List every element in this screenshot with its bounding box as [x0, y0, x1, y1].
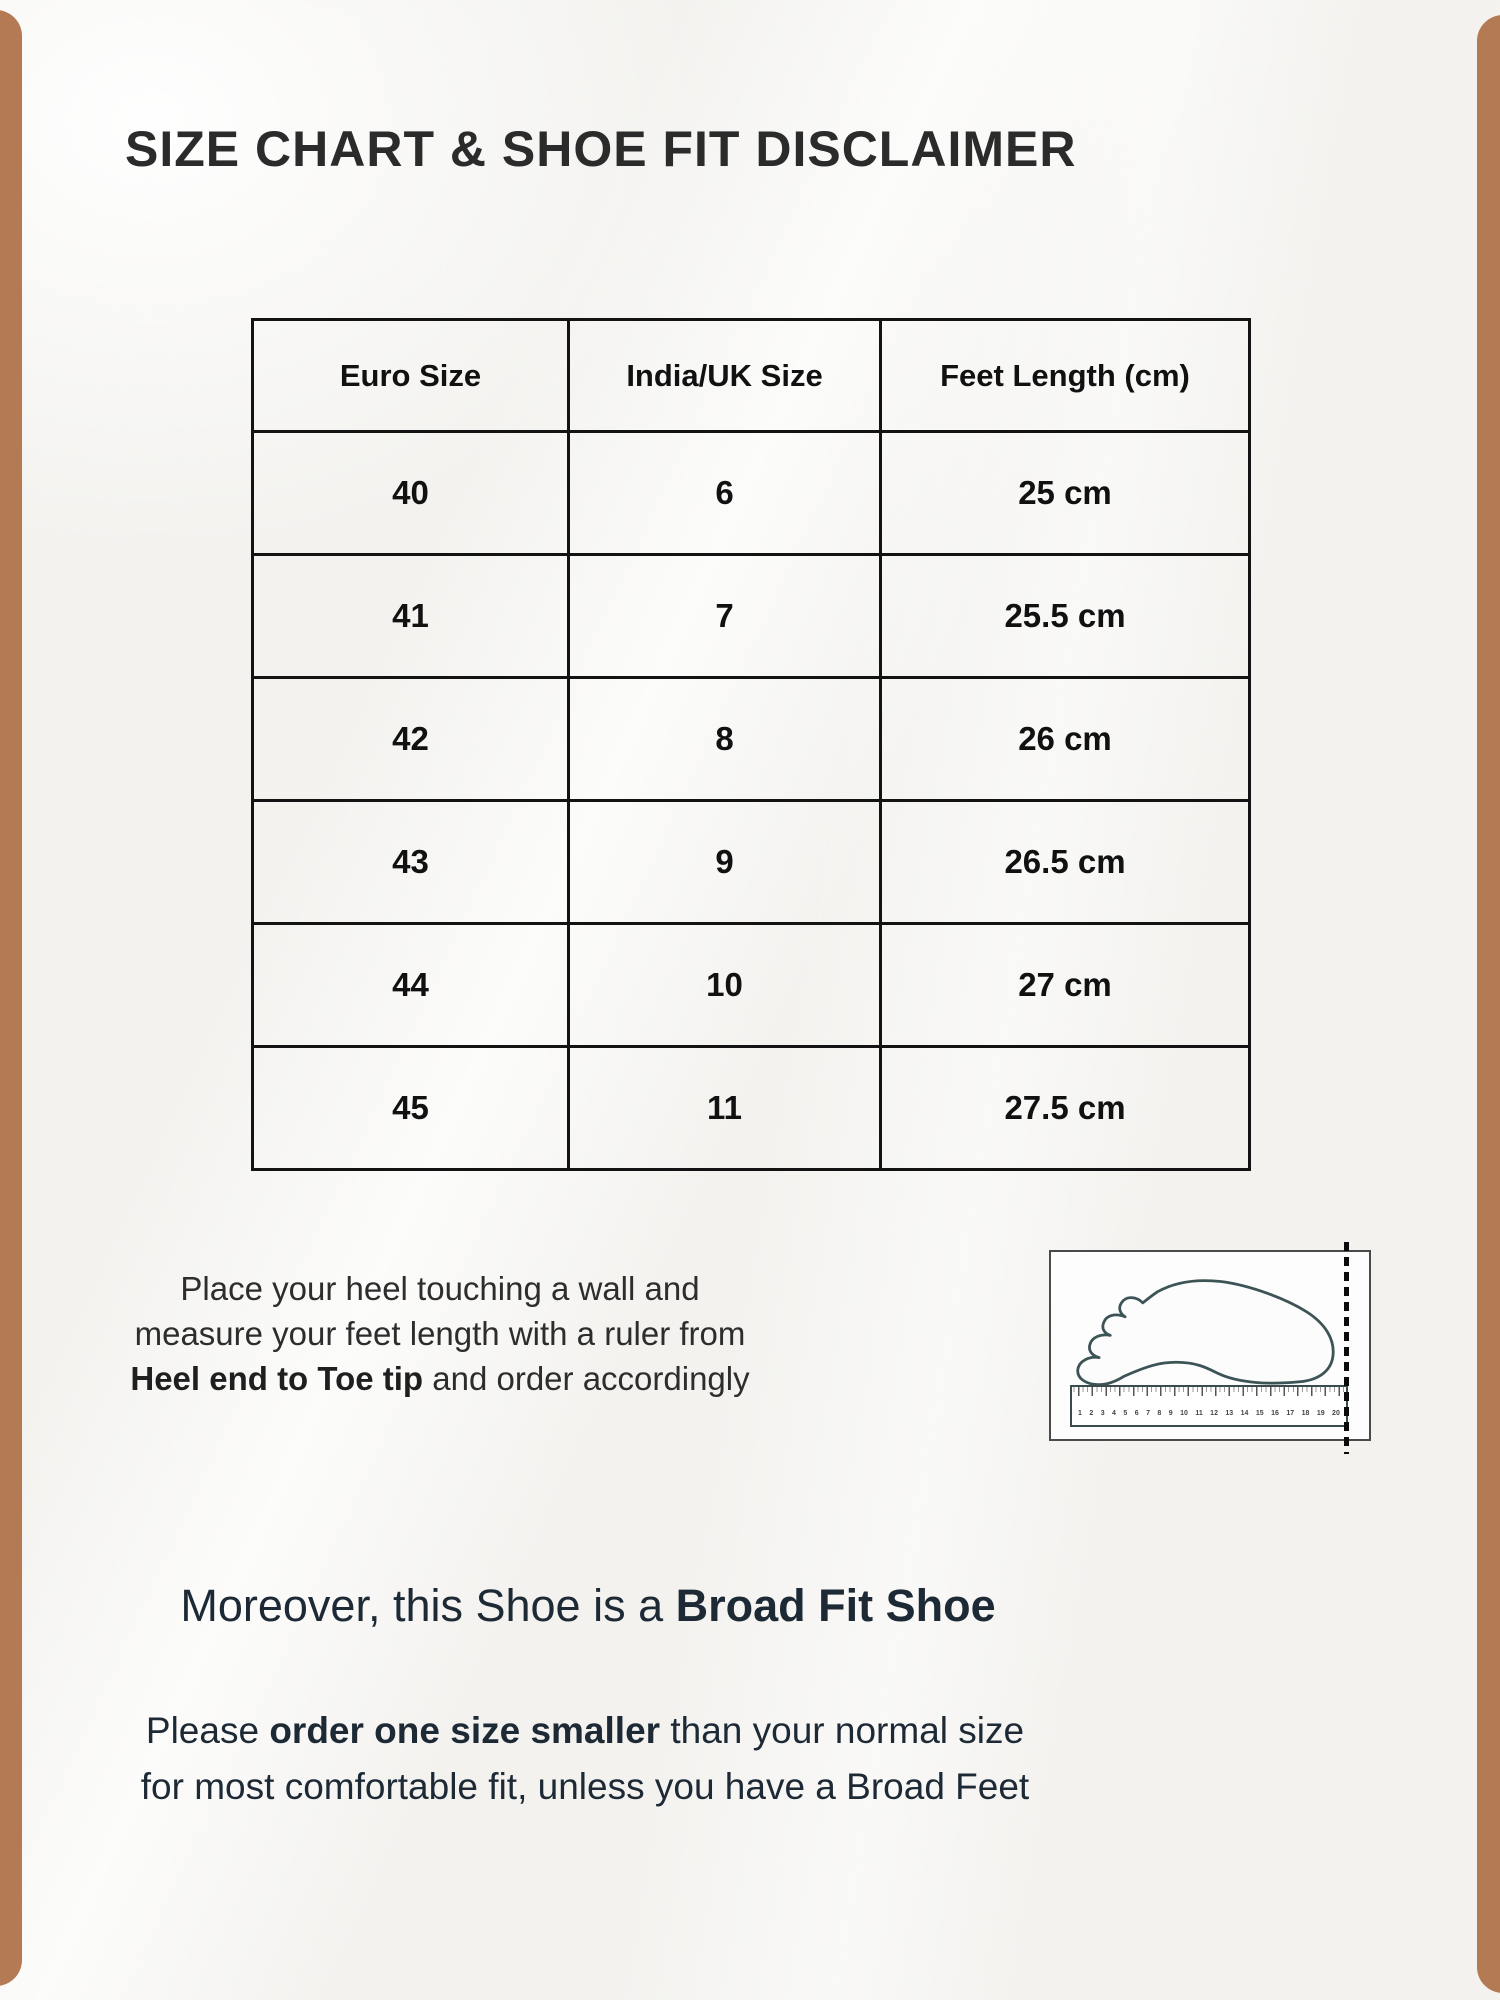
cell-feet-length: 27 cm: [881, 924, 1250, 1047]
table-row: [253, 555, 1250, 678]
heel-measure-dashed-line: [1344, 1242, 1349, 1454]
column-header-feet-length: Feet Length (cm): [881, 320, 1250, 432]
table-row: [253, 432, 1250, 555]
cell-euro-size: 40: [253, 432, 569, 555]
cell-india-uk-size: 7: [569, 555, 881, 678]
foot-measurement-diagram: [1049, 1250, 1371, 1441]
order-size-note: [0, 1703, 1170, 1815]
cell-feet-length: 25.5 cm: [881, 555, 1250, 678]
order-note-prefix: Please: [145, 1710, 270, 1751]
cell-feet-length: 25 cm: [881, 432, 1250, 555]
broad-fit-note: [0, 1580, 1176, 1632]
cell-feet-length: 26 cm: [881, 678, 1250, 801]
cell-euro-size: 44: [253, 924, 569, 1047]
table-row: [253, 924, 1250, 1047]
cell-euro-size: 42: [253, 678, 569, 801]
cell-feet-length: 26.5 cm: [881, 801, 1250, 924]
right-border-strip: [1477, 15, 1500, 1993]
cell-euro-size: 41: [253, 555, 569, 678]
table-row: [253, 801, 1250, 924]
order-note-line2: for most comfortable fit, unless you have a Broad Feet: [140, 1766, 1030, 1807]
cell-euro-size: 45: [253, 1047, 569, 1170]
page-title: SIZE CHART & SHOE FIT DISCLAIMER: [125, 121, 1077, 177]
cell-india-uk-size: 11: [569, 1047, 881, 1170]
cell-euro-size: 43: [253, 801, 569, 924]
foot-outline-icon: [1055, 1262, 1355, 1392]
measure-instructions: [100, 1266, 780, 1401]
measure-instructions-line1: Place your heel touching a wall and: [180, 1270, 700, 1307]
order-note-bold: order one size smaller: [269, 1710, 661, 1751]
cell-india-uk-size: 8: [569, 678, 881, 801]
table-row: [253, 1047, 1250, 1170]
cell-india-uk-size: 10: [569, 924, 881, 1047]
left-border-strip: [0, 10, 22, 1986]
column-header-euro-size: Euro Size: [253, 320, 569, 432]
order-note-suffix: than your normal size: [660, 1710, 1025, 1751]
cell-feet-length: 27.5 cm: [881, 1047, 1250, 1170]
measure-instructions-line2: measure your feet length with a ruler from: [134, 1315, 746, 1352]
broad-fit-note-prefix: Moreover, this Shoe is a: [180, 1580, 676, 1631]
measure-instructions-line3-bold: Heel end to Toe tip: [130, 1360, 424, 1397]
ruler-numbers: 1 2 3 4 5 6 7 8 9 10 11 12 13 14 15 16 17 18 19 20: [1078, 1410, 1340, 1417]
cell-india-uk-size: 6: [569, 432, 881, 555]
table-row: [253, 678, 1250, 801]
cell-india-uk-size: 9: [569, 801, 881, 924]
size-chart-table: [251, 318, 1251, 1171]
table-header-row: [253, 320, 1250, 432]
column-header-india-uk-size: India/UK Size: [569, 320, 881, 432]
broad-fit-note-bold: Broad Fit Shoe: [675, 1580, 996, 1631]
measure-instructions-line3-rest: and order accordingly: [423, 1360, 750, 1397]
ruler: [1070, 1385, 1348, 1427]
